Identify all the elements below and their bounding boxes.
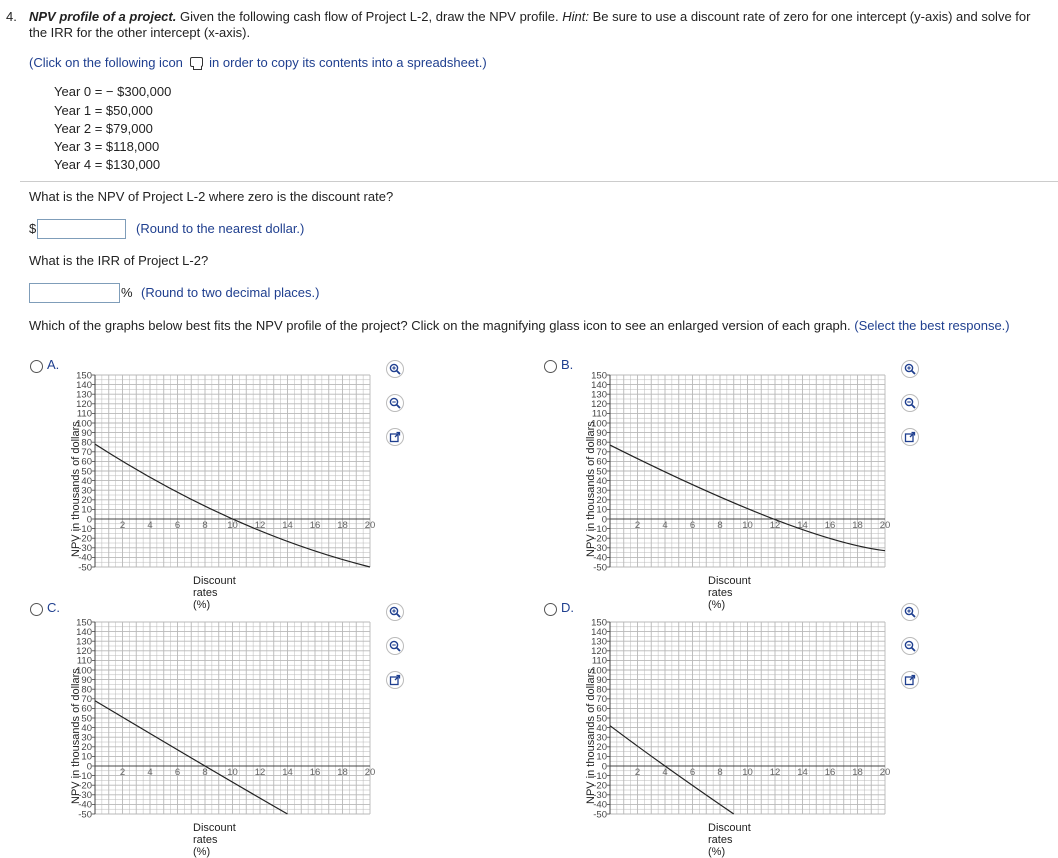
zoom-out-icon[interactable]: [386, 637, 404, 655]
y-tick-label: 20: [596, 742, 607, 754]
y-tick-label: 0: [601, 761, 607, 773]
y-tick-label: 120: [76, 646, 92, 658]
x-tick-label: 12: [254, 520, 266, 531]
y-tick-label: 80: [81, 437, 92, 449]
question-body-1: Given the following cash flow of Project L-2, draw the NPV profile.: [176, 9, 563, 24]
x-tick-label: 8: [202, 767, 208, 778]
question-text: [29, 9, 1049, 41]
npv-chart: [67, 369, 382, 573]
x-tick-label: 4: [662, 767, 668, 778]
x-tick-label: 12: [769, 520, 781, 531]
x-tick-label: 18: [852, 767, 863, 778]
y-tick-label: 60: [81, 703, 92, 715]
x-tick-label: 20: [879, 767, 891, 778]
popout-icon[interactable]: [386, 671, 404, 689]
divider: [20, 181, 1058, 182]
cash-flow-0: Year 0 = − $300,000: [54, 84, 172, 99]
y-tick-label: 40: [81, 475, 92, 487]
option-radio[interactable]: [30, 603, 43, 616]
grid: [610, 622, 885, 814]
grid: [610, 375, 885, 567]
x-tick-label: 12: [254, 767, 266, 778]
x-tick-label: 16: [824, 767, 836, 778]
irr-round-hint: (Round to two decimal places.): [141, 285, 320, 300]
popout-icon[interactable]: [386, 428, 404, 446]
grid: [95, 622, 370, 814]
option-label[interactable]: A.: [47, 357, 60, 372]
x-tick-label: 8: [202, 520, 208, 531]
y-tick-label: 140: [76, 379, 92, 391]
popout-icon[interactable]: [901, 428, 919, 446]
y-tick-label: 90: [81, 427, 92, 439]
y-axis-label: NPV in thousands of dollars: [70, 668, 82, 804]
y-tick-label: 80: [81, 684, 92, 696]
x-tick-label: 18: [852, 520, 863, 531]
x-tick-label: 20: [364, 520, 376, 531]
y-tick-label: -50: [593, 809, 607, 820]
y-tick-label: 20: [81, 742, 92, 754]
graph-tools: [901, 603, 921, 705]
y-tick-label: 90: [81, 674, 92, 686]
y-tick-label: 150: [591, 617, 607, 629]
y-axis-label: NPV in thousands of dollars: [585, 421, 597, 557]
x-tick-label: 6: [689, 520, 696, 531]
y-tick-label: -30: [593, 790, 607, 802]
y-tick-label: 40: [81, 722, 92, 734]
cash-flow-1: Year 1 = $50,000: [54, 103, 153, 118]
dollar-prefix: $: [29, 221, 37, 236]
percent-suffix: %: [121, 285, 133, 300]
zoom-out-icon[interactable]: [901, 637, 919, 655]
copy-text-before: (Click on the following icon: [29, 55, 183, 70]
y-tick-label: 120: [591, 646, 607, 658]
x-tick-label: 8: [717, 520, 723, 531]
y-tick-label: 150: [76, 617, 92, 629]
y-tick-label: 20: [596, 495, 607, 507]
popout-icon[interactable]: [901, 671, 919, 689]
hint-label: Hint:: [562, 9, 589, 24]
y-tick-label: 120: [591, 399, 607, 411]
y-tick-label: 30: [596, 732, 607, 744]
y-tick-label: -10: [78, 523, 92, 535]
x-tick-label: 18: [337, 520, 348, 531]
y-tick-label: -10: [78, 770, 92, 782]
npv-chart: [67, 616, 382, 820]
copy-text-after: in order to copy its contents into a spreadsheet.): [209, 55, 487, 70]
cash-flow-2: Year 2 = $79,000: [54, 121, 153, 136]
zoom-in-icon[interactable]: [386, 603, 404, 621]
y-tick-label: -10: [593, 523, 607, 535]
x-tick-label: 4: [662, 520, 668, 531]
y-tick-label: -20: [78, 533, 92, 545]
y-tick-label: 50: [81, 466, 92, 478]
y-tick-label: 0: [86, 761, 92, 773]
x-tick-label: 20: [364, 767, 376, 778]
graph-question: [29, 318, 1049, 333]
y-tick-label: -20: [78, 780, 92, 792]
y-tick-label: 90: [596, 674, 607, 686]
y-tick-label: -30: [78, 790, 92, 802]
y-tick-label: 70: [81, 694, 92, 706]
x-tick-label: 10: [227, 520, 238, 531]
y-tick-label: 100: [591, 665, 607, 677]
x-tick-label: 10: [742, 520, 753, 531]
y-tick-label: 140: [591, 379, 607, 391]
x-tick-label: 4: [147, 520, 153, 531]
x-tick-label: 18: [337, 767, 348, 778]
y-tick-label: -40: [78, 552, 92, 564]
x-tick-label: 20: [879, 520, 891, 531]
x-tick-label: 6: [174, 520, 181, 531]
graph-question-text: Which of the graphs below best fits the NPV profile of the project? Click on the magnifying glass icon to see an enlarged version of each graph.: [29, 318, 851, 333]
x-axis-label: Discount rates (%): [708, 575, 751, 611]
y-tick-label: -40: [593, 799, 607, 811]
y-tick-label: 150: [76, 370, 92, 382]
y-tick-label: 20: [81, 495, 92, 507]
x-tick-label: 6: [689, 767, 696, 778]
y-tick-label: 50: [596, 713, 607, 725]
option-radio[interactable]: [544, 360, 557, 373]
y-tick-label: 140: [76, 626, 92, 638]
y-tick-label: 80: [596, 437, 607, 449]
x-tick-label: 2: [634, 520, 641, 531]
x-tick-label: 14: [797, 767, 808, 778]
y-tick-label: 60: [596, 703, 607, 715]
zoom-in-icon[interactable]: [901, 603, 919, 621]
question-number: 4.: [6, 9, 17, 24]
y-axis-label: NPV in thousands of dollars: [585, 668, 597, 804]
y-tick-label: 60: [81, 456, 92, 468]
y-tick-label: -10: [593, 770, 607, 782]
y-tick-label: -50: [78, 809, 92, 820]
x-tick-label: 12: [769, 767, 781, 778]
y-tick-label: 130: [76, 389, 92, 401]
y-tick-label: 70: [596, 447, 607, 459]
npv-chart: [582, 616, 897, 820]
x-axis-label: Discount rates (%): [708, 822, 751, 858]
x-tick-label: 16: [824, 520, 836, 531]
y-tick-label: 70: [81, 447, 92, 459]
y-tick-label: 100: [591, 418, 607, 430]
y-tick-label: -20: [593, 533, 607, 545]
x-tick-label: 2: [119, 767, 126, 778]
question-title: NPV profile of a project.: [29, 9, 177, 24]
graph-tools: [386, 360, 406, 462]
x-tick-label: 10: [742, 767, 753, 778]
y-tick-label: 10: [596, 751, 607, 763]
grid: [95, 375, 370, 567]
copy-to-spreadsheet-icon[interactable]: [190, 57, 203, 67]
x-tick-label: 6: [174, 767, 181, 778]
x-tick-label: 16: [309, 520, 321, 531]
option-radio[interactable]: [30, 360, 43, 373]
irr-input[interactable]: [29, 283, 120, 303]
y-tick-label: -50: [593, 562, 607, 573]
y-tick-label: -30: [593, 543, 607, 555]
x-tick-label: 14: [797, 520, 808, 531]
x-tick-label: 2: [634, 767, 641, 778]
y-tick-label: 50: [81, 713, 92, 725]
y-tick-label: -20: [593, 780, 607, 792]
zoom-out-icon[interactable]: [901, 394, 919, 412]
y-tick-label: 100: [76, 665, 92, 677]
y-tick-label: 70: [596, 694, 607, 706]
x-tick-label: 10: [227, 767, 238, 778]
y-tick-label: 100: [76, 418, 92, 430]
option-radio[interactable]: [544, 603, 557, 616]
y-tick-label: 150: [591, 370, 607, 382]
y-tick-label: 30: [81, 732, 92, 744]
x-tick-label: 8: [717, 767, 723, 778]
y-tick-label: 110: [591, 408, 607, 420]
y-tick-label: 40: [596, 475, 607, 487]
y-tick-label: 10: [596, 504, 607, 516]
npv-chart: [582, 369, 897, 573]
graph-tools: [901, 360, 921, 462]
zoom-in-icon[interactable]: [901, 360, 919, 378]
y-tick-label: 120: [76, 399, 92, 411]
y-tick-label: 0: [601, 514, 607, 526]
npv-input[interactable]: [37, 219, 126, 239]
y-tick-label: 10: [81, 504, 92, 516]
y-tick-label: 80: [596, 684, 607, 696]
y-tick-label: 40: [596, 722, 607, 734]
irr-question: What is the IRR of Project L-2?: [29, 253, 209, 268]
y-tick-label: 130: [591, 389, 607, 401]
y-tick-label: 60: [596, 456, 607, 468]
copy-instruction: [29, 55, 487, 70]
x-tick-label: 14: [282, 767, 293, 778]
x-axis-label: Discount rates (%): [193, 575, 236, 611]
option-label[interactable]: C.: [47, 600, 60, 615]
y-tick-label: 110: [591, 655, 607, 667]
y-tick-label: 30: [596, 485, 607, 497]
zoom-out-icon[interactable]: [386, 394, 404, 412]
option-label[interactable]: B.: [561, 357, 574, 372]
y-tick-label: 110: [76, 408, 92, 420]
y-axis-label: NPV in thousands of dollars: [70, 421, 82, 557]
y-tick-label: -40: [593, 552, 607, 564]
x-axis-label: Discount rates (%): [193, 822, 236, 858]
y-tick-label: 0: [86, 514, 92, 526]
cash-flow-4: Year 4 = $130,000: [54, 157, 161, 172]
y-tick-label: 30: [81, 485, 92, 497]
npv-question: What is the NPV of Project L-2 where zero is the discount rate?: [29, 189, 394, 204]
y-tick-label: 90: [596, 427, 607, 439]
option-label[interactable]: D.: [561, 600, 574, 615]
graph-tools: [386, 603, 406, 705]
y-tick-label: -40: [78, 799, 92, 811]
graph-question-hint: (Select the best response.): [854, 318, 1010, 333]
x-tick-label: 2: [119, 520, 126, 531]
y-tick-label: 130: [591, 636, 607, 648]
y-tick-label: 130: [76, 636, 92, 648]
y-tick-label: 50: [596, 466, 607, 478]
npv-round-hint: (Round to the nearest dollar.): [136, 221, 305, 236]
question-body-2: Be sure to use a discount rate of zero for one intercept (y-axis) and solve for the IRR for the other intercept (x-axis).: [29, 9, 1031, 40]
zoom-in-icon[interactable]: [386, 360, 404, 378]
x-tick-label: 4: [147, 767, 153, 778]
x-tick-label: 14: [282, 520, 293, 531]
y-tick-label: -30: [78, 543, 92, 555]
cash-flow-3: Year 3 = $118,000: [54, 139, 160, 154]
y-tick-label: -50: [78, 562, 92, 573]
y-tick-label: 110: [76, 655, 92, 667]
y-tick-label: 10: [81, 751, 92, 763]
x-tick-label: 16: [309, 767, 321, 778]
y-tick-label: 140: [591, 626, 607, 638]
